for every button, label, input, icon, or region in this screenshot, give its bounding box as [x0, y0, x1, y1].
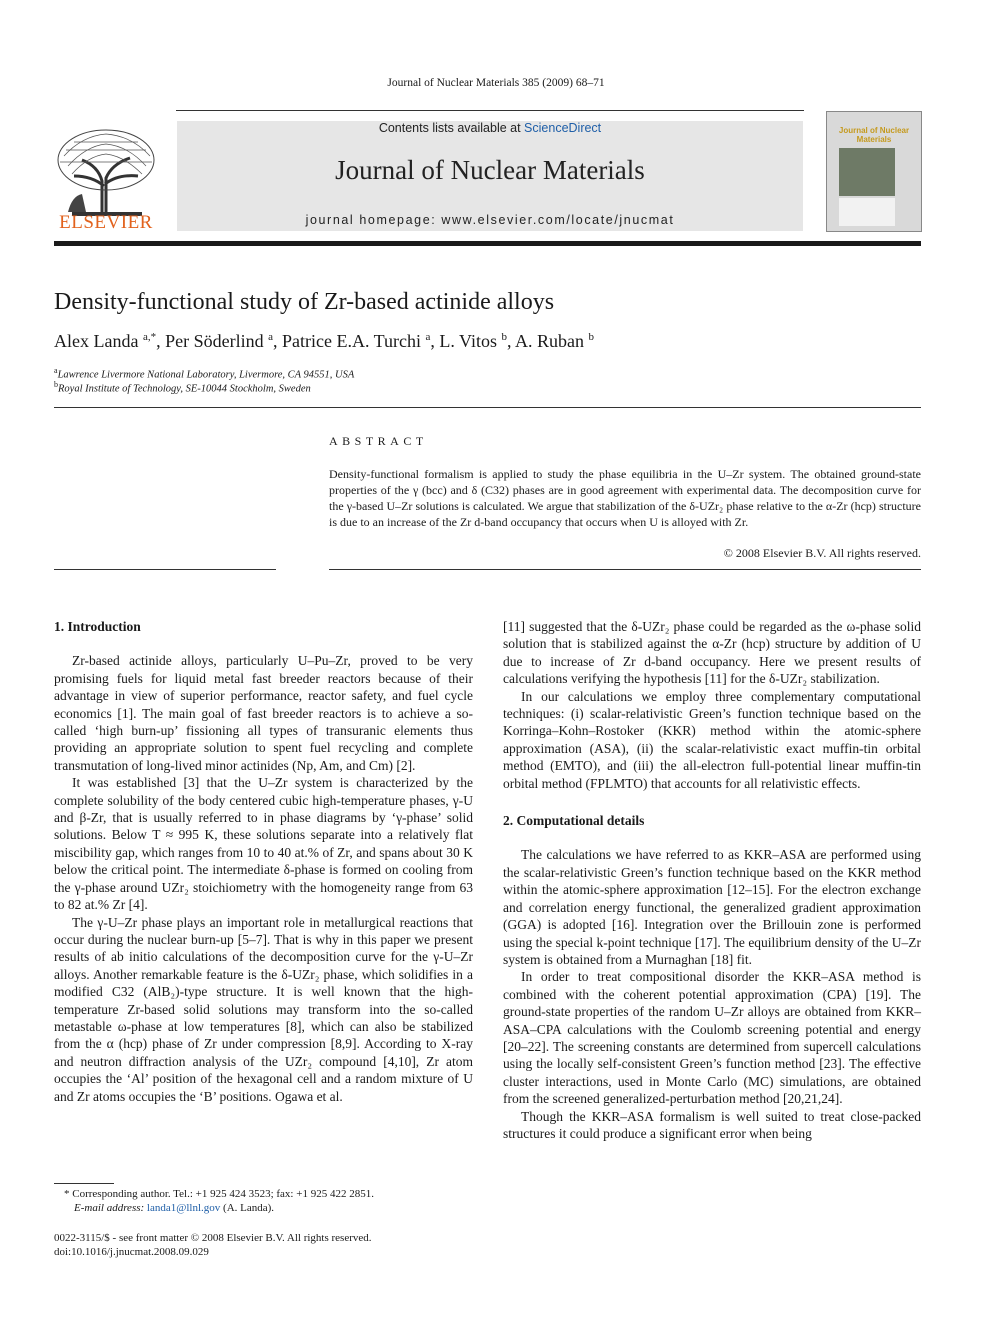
email-suffix: (A. Landa).	[220, 1202, 275, 1214]
section-heading-introduction: 1. Introduction	[54, 619, 141, 634]
paragraph: It was established [3] that the U–Zr system is characterized by the complete solubility of the body centered cubic high-temperature phases, γ-U and β-Zr, that is usually referred to in phase diagrams by ‘γ-phase’ solid solutions. Below T ≈ 995 K, these solutions separate into a relatively flat miscibility gap, which ranges from 10 to 40 at.% of Zr, and spans about 30 K below the critical point. The intermediate δ-phase is formed on cooling from the γ-phase around UZr₂ stoichiometry with the homogeneity range from 63 to 82 at.% Zr [4].	[54, 775, 473, 913]
journal-homepage-link[interactable]: journal homepage: www.elsevier.com/locate/jnucmat	[305, 213, 675, 227]
author-affil-marker: b	[501, 331, 507, 343]
sciencedirect-link[interactable]: ScienceDirect	[524, 121, 602, 135]
email-label: E-mail address:	[74, 1202, 147, 1214]
paragraph: The calculations we have referred to as KKR–ASA are performed using the scalar-relativistic Green’s function technique based on the KKR method within the atomic-sphere approximation [12–15]. For the electron exchange and correlation energy functional, the generalized gradient approximation (GGA) is adopted [16]. Integration over the Brillouin zone is performed using the special k-point technique [17]. The equilibrium density of the U–Zr system is obtained from a Murnaghan [18] fit.	[503, 847, 921, 967]
elsevier-wordmark: ELSEVIER	[59, 212, 153, 233]
email-link[interactable]: landa1@llnl.gov	[146, 1202, 221, 1214]
contents-line	[177, 121, 803, 135]
affiliation-a	[54, 366, 354, 381]
cover-title: Journal of Nuclear Materials	[838, 126, 910, 144]
affiliation-marker: a	[54, 366, 58, 375]
paragraph: [11] suggested that the δ-UZr₂ phase could be regarded as the ω-phase solid solution that is stabilized against the α-Zr (hcp) structure by addition of U due to increase of Zr d-band occupancy. Here we present results of calculations verifying the hypothesis [11] for the δ-UZr₂ stabilization.	[503, 619, 921, 687]
author-name: Per Söderlind	[165, 331, 264, 351]
affiliation-b	[54, 380, 311, 395]
author-affil-marker: a	[268, 331, 273, 343]
paragraph: In our calculations we employ three complementary computational techniques: (i) scalar-relativistic Green’s function technique based on the Korringa–Kohn–Rostoker (KKR) method within the atomic-sphere approximation (ASA), (ii) the scalar-relativistic exact muffin-tin orbital method (EMTO), and (iii) the all-electron full-potential linear muffin-tin orbital method (FPLMTO) that accounts for all relativistic effects.	[503, 688, 921, 791]
left-column	[54, 618, 473, 1105]
article-title: Density-functional study of Zr-based actinide alloys	[54, 289, 555, 315]
header-thick-rule	[54, 241, 921, 246]
footnote	[54, 1187, 473, 1215]
author-affil-marker: a	[425, 331, 431, 343]
paragraph: The γ-U–Zr phase plays an important role in metallurgical reactions that occur during the nuclear burn-up [5–7]. That is why in this paper we present results of ab initio calculations of the decomposition curve for the γ-U–Zr alloys. Another remarkable feature is the δ-UZr₂ phase, which solidifies in a modified C32 (AlB₂)-type structure. It is well known that the high-temperature Zr-based solid solutions may transform into the so-called metastable ω-phase at low temperatures [8], which can also be stabilized from the α (hcp) phase of Zr under compression [8,9]. According to X-ray and neutron diffraction analysis of the UZr₂ compound [4,10], Zr atom occupies the ‘Al’ position of the hexagonal cell and a random mixture of U and Zr atoms occupies the ‘B’ positions. Ogawa et al.	[54, 914, 473, 1104]
top-rule	[176, 110, 804, 111]
author-affil-marker: a,*	[142, 331, 157, 343]
journal-name: Journal of Nuclear Materials	[335, 155, 645, 185]
author-name: L. Vitos	[439, 331, 497, 351]
affiliation-text: Royal Institute of Technology, SE-10044 Stockholm, Sweden	[58, 383, 311, 395]
email-line	[54, 1201, 473, 1215]
paragraph: Zr-based actinide alloys, particularly U–Pu–Zr, proved to be very promising fuels for liquid metal fast breeder reactors because of their advantage in view of superior performance, reactor safety, and fuel cycle economics [1]. The main goal of fast breeder reactors is to achieve a so-called ‘high burn-up’ fissioning all types of transuranic elements thus providing an appropriate solution to spent fuel recycling and complete transmutation of long-lived minor actinides (Np, Am, and Cm) [2].	[54, 653, 473, 773]
footnote-rule	[54, 1183, 114, 1184]
front-matter-line: 0022-3115/$ - see front matter © 2008 Elsevier B.V. All rights reserved.	[54, 1232, 372, 1244]
abstract-copyright: © 2008 Elsevier B.V. All rights reserved.	[723, 546, 921, 560]
cover-footer	[839, 198, 895, 226]
cover-image	[839, 148, 895, 196]
journal-cover-thumbnail	[826, 111, 922, 232]
right-column	[503, 618, 921, 1142]
doi-link[interactable]: doi:10.1016/j.jnucmat.2008.09.029	[54, 1246, 209, 1258]
author-list: Alex Landa $^{a,*}$, Per Söderlind $^a$, Patrice E.A. Turchi $^a$, L. Vitos $^b$, A. Ruban $^b$	[54, 331, 595, 351]
abstract-text: Density-functional formalism is applied to study the phase equilibria in the U–Zr system. The obtained ground-state properties of the γ (bcc) and δ (C32) phases are in good agreement with experimental data. The decomposition curve for the γ-based U–Zr solutions is calculated. We argue that stabilization of the δ-UZr₂ phase relative to the α-Zr (hcp) structure is due to an increase of the Zr d-band occupancy that occurs when U is alloyed with Zr.	[329, 467, 921, 529]
paragraph: Though the KKR–ASA formalism is well suited to treat close-packed structures it could produce a significant error when being	[503, 1108, 921, 1141]
author-affil-marker: b	[588, 331, 595, 343]
author-name: Patrice E.A. Turchi	[282, 331, 421, 351]
contents-prefix: Contents lists available at	[378, 121, 525, 135]
author-name: A. Ruban	[515, 331, 585, 351]
running-head: Journal of Nuclear Materials 385 (2009) 68–71	[387, 77, 605, 89]
affiliation-marker: b	[54, 380, 58, 389]
section-heading-computational-details: 2. Computational details	[503, 813, 645, 829]
title-block-rule	[54, 407, 921, 408]
left-divider-rule	[54, 569, 276, 570]
abstract-heading: ABSTRACT	[329, 434, 428, 448]
affiliation-text: Lawrence Livermore National Laboratory, Livermore, CA 94551, USA	[57, 369, 355, 381]
front-matter-info	[54, 1231, 372, 1259]
abstract-bottom-rule	[329, 569, 921, 570]
author-name: Alex Landa	[54, 331, 139, 351]
paragraph: In order to treat compositional disorder the KKR–ASA method is combined with the coherent potential approximation (CPA) [19]. The ground-state properties of the random U–Zr alloys are obtained from KKR–ASA–CPA calculations with the Coulomb screening potential and energy [20–22]. The screening constants are determined from supercell calculations using the locally self-consistent Green’s function method [23]. The effective cluster interactions, used in Monte Carlo (MC) simulations, are obtained from the screened generalized-perturbation method [20,21,24].	[503, 969, 921, 1107]
corresponding-author-note: * Corresponding author. Tel.: +1 925 424 3523; fax: +1 925 422 2851.	[64, 1188, 374, 1200]
